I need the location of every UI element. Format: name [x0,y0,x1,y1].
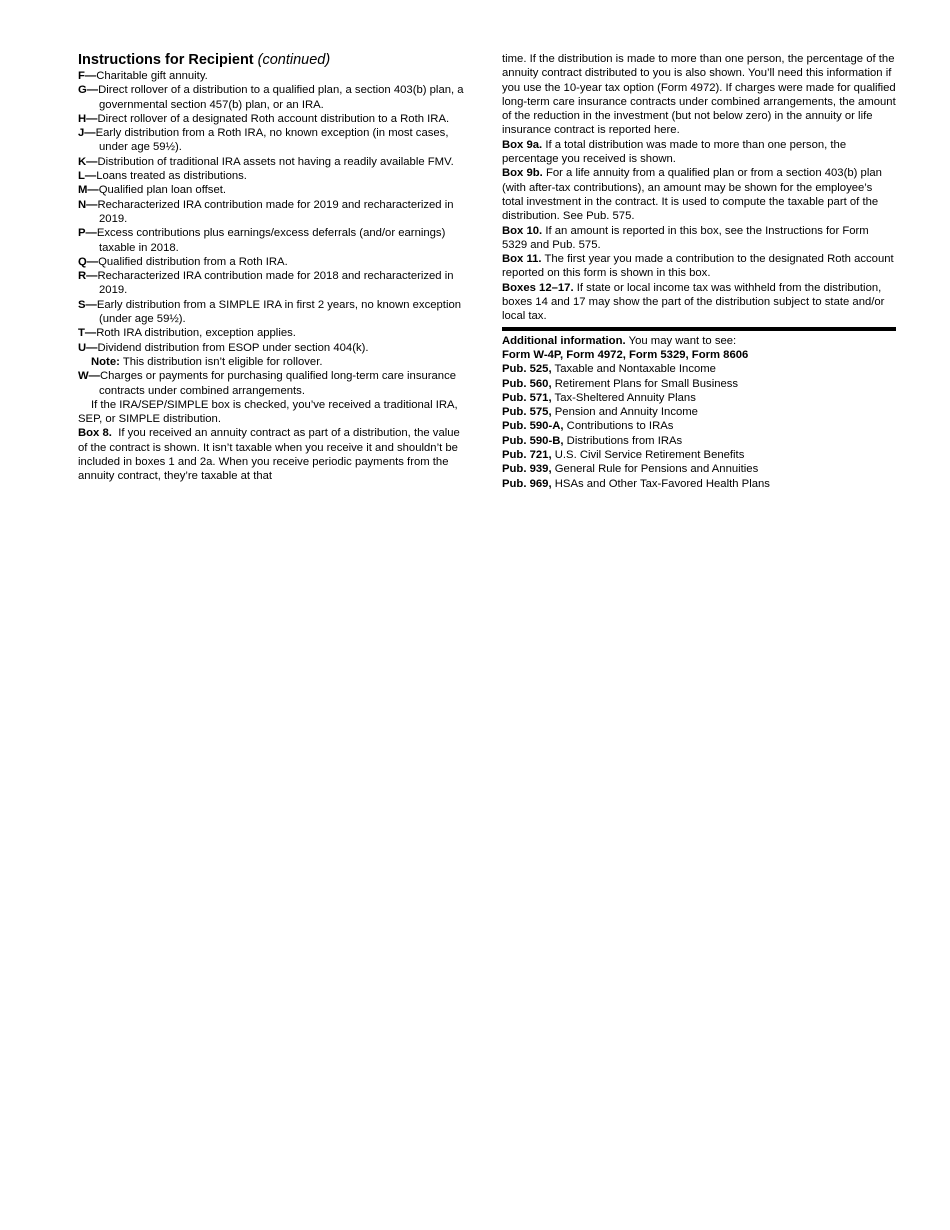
publication-item: Pub. 969, HSAs and Other Tax-Favored Health Plans [502,477,770,490]
code-item: N—Recharacterized IRA contribution made for 2019 and recharacterized in 2019. [78,198,454,225]
left-column [78,52,470,484]
right-column [502,52,896,491]
publication-item: Pub. 571, Tax-Sheltered Annuity Plans [502,391,696,404]
code-item: M—Qualified plan loan offset. [78,184,227,197]
code-item: P—Excess contributions plus earnings/excess deferrals (and/or earnings) taxable in 2018. [78,227,446,254]
section-title: Instructions for Recipient (continued) [78,52,331,68]
box-8-paragraph: Box 8. If you received an annuity contract as part of a distribution, the value of the contract is shown. It isn’t taxable when you receive it and shouldn’t be included in boxes 1 and 2a. When you receive periodic payments from the annuity contract, they’re taxable at that [78,427,460,483]
publication-item: Pub. 721, U.S. Civil Service Retirement Benefits [502,449,745,462]
publication-item: Pub. 525, Taxable and Nontaxable Income [502,363,716,376]
code-item: S—Early distribution from a SIMPLE IRA in first 2 years, no known exception (under age 59½). [78,298,462,326]
code-item: H—Direct rollover of a designated Roth account distribution to a Roth IRA. [78,112,450,125]
additional-information: Additional information. You may want to see: [502,334,737,347]
box-10-paragraph: Box 10. If an amount is reported in this box, see the Instructions for Form 5329 and Pub. 575. [502,224,869,251]
publication-item: Pub. 590-A, Contributions to IRAs [502,420,674,433]
code-item: G—Direct rollover of a distribution to a qualified plan, a section 403(b) plan, a governmental section 457(b) plan, or an IRA. [78,84,464,111]
code-item: R—Recharacterized IRA contribution made for 2018 and recharacterized in 2019. [78,270,454,297]
title-continued: (continued) [257,52,331,68]
distribution-codes-list [78,69,470,398]
boxes-12-17-paragraph: Boxes 12–17. If state or local income tax was withheld from the distribution, boxes 14 and 17 may show the part of the distribution subject to state and/or local tax. [502,281,885,323]
forms-line: Form W-4P, Form 4972, Form 5329, Form 8606 [502,348,749,361]
code-item: Q—Qualified distribution from a Roth IRA. [78,255,288,268]
code-item: W—Charges or payments for purchasing qualified long-term care insurance contracts under combined arrangements. [78,370,457,397]
code-item: L—Loans treated as distributions. [78,170,247,183]
section-divider [502,327,896,331]
publication-item: Pub. 939, General Rule for Pensions and Annuities [502,463,759,476]
code-item: F—Charitable gift annuity. [78,70,208,82]
code-item: T—Roth IRA distribution, exception applies. [78,327,296,340]
box-9a-paragraph: Box 9a. If a total distribution was made to more than one person, the percentage you received is shown. [502,138,847,166]
publication-item: Pub. 560, Retirement Plans for Small Business [502,377,739,390]
box-9b-paragraph: Box 9b. For a life annuity from a qualified plan or from a section 403(b) plan (with after-tax contributions), an amount may be shown for the employee’s total investment in the contract. It is used to compute the taxable part of the distribution. See Pub. 575. [502,167,882,223]
code-item: K—Distribution of traditional IRA assets not having a readily available FMV. [78,155,454,168]
ira-sep-simple-paragraph: If the IRA/SEP/SIMPLE box is checked, you’ve received a traditional IRA, SEP, or SIMPLE distribution. [78,398,458,426]
box-8-continued: time. If the distribution is made to more than one person, the percentage of the annuity contract distributed to you is also shown. You’ll need this information if you use the 10-year tax option (Form 4972). If charges were made for qualified long-term care insurance contracts under combined arrangements, the amount of the reduction in the investment (but not below zero) in the annuity or life insurance contract is reported here. [502,53,896,137]
code-u-note: Note: This distribution isn’t eligible for rollover. [91,355,323,368]
publication-item: Pub. 590-B, Distributions from IRAs [502,434,683,447]
box-11-paragraph: Box 11. The first year you made a contribution to the designated Roth account reported on this form is shown in this box. [502,253,894,280]
code-item: U—Dividend distribution from ESOP under section 404(k). [78,341,369,354]
code-item: J—Early distribution from a Roth IRA, no known exception (in most cases, under age 59½). [78,127,449,154]
publication-item: Pub. 575, Pension and Annuity Income [502,406,698,419]
publications-list [502,362,896,491]
